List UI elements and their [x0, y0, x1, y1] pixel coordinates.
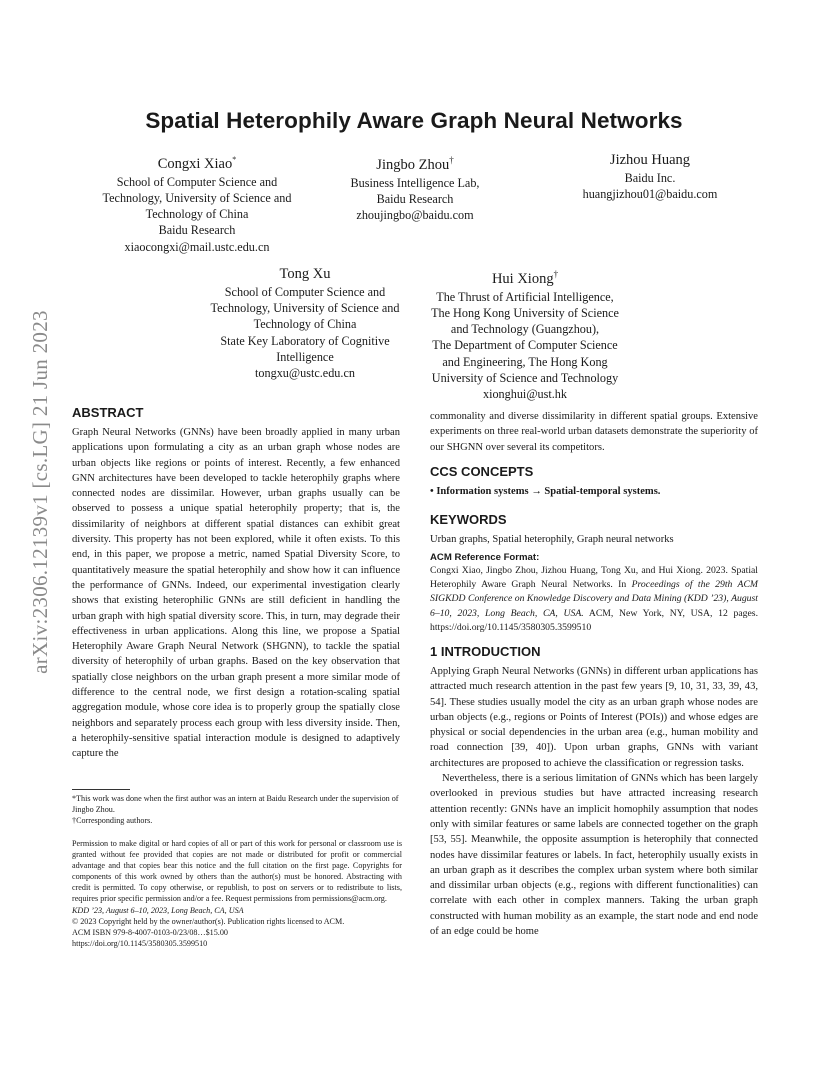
ccs-text: • Information systems → Spatial-temporal systems.: [430, 486, 661, 497]
author-block-5: [414, 264, 636, 402]
keywords-heading: KEYWORDS: [430, 512, 507, 527]
author-block-2: [320, 150, 510, 223]
author-affiliation: School of Computer Science and: [116, 174, 278, 189]
permission-text: Permission to make digital or hard copies of all or part of this work for personal or classroom use is granted without fee provided that copies are not made or distributed for profit or commercial advantage and that copies bear this notice and the full citation on the first page. Copyrights for components of this work owned by others than the author(s) must be honored. Abstracting with credit is permitted. To copy otherwise, or republish, to post on servers or to redistribute to lists, requires prior specific permission and/or a fee. Request permissions from permissions@acm.org.: [72, 839, 402, 904]
intro-paragraph-1: Applying Graph Neural Networks (GNNs) in different urban applications has attracted much research attention in the past few years [9, 10, 31, 33, 39, 43, 54]. These studies usually model the city as an urban graph whose nodes are urban objects (e.g., regions or Points of Interest (POIs)) and whose edges are physical or social dependencies in the urban area (e.g., human mobility and road connection [39, 40]). Upon urban graphs, GNNs with variant architectures are proposed to achieve the classification or regression tasks.: [430, 666, 758, 769]
author-affiliation: State Key Laboratory of Cognitive: [220, 333, 390, 348]
author-email: tongxu@ustc.edu.cn: [255, 366, 355, 381]
footnotes: [72, 793, 402, 826]
author-affiliation: Baidu Research: [158, 223, 236, 238]
author-affiliation: Technology of China: [145, 207, 249, 222]
keywords-text: Urban graphs, Spatial heterophily, Graph neural networks: [430, 534, 674, 545]
author-email: huangjizhou01@baidu.com: [582, 187, 718, 202]
author-affiliation: University of Science and Technology: [431, 370, 619, 385]
author-affiliation: and Engineering, The Hong Kong: [442, 354, 608, 369]
author-affiliation: Baidu Inc.: [624, 171, 676, 185]
author-affiliation: Technology, University of Science and: [102, 191, 292, 206]
abstract-heading: ABSTRACT: [72, 405, 144, 420]
doi-line: https://doi.org/10.1145/3580305.3599510: [72, 938, 208, 948]
author-email: xiaocongxi@mail.ustc.edu.cn: [124, 239, 270, 254]
author-email: xionghui@ust.hk: [482, 387, 567, 402]
paper-title: Spatial Heterophily Aware Graph Neural Networks: [145, 108, 683, 133]
copyright-line: © 2023 Copyright held by the owner/author(s). Publication rights licensed to ACM.: [72, 916, 345, 926]
footnote-1: *This work was done when the first author was an intern at Baidu Research under the supervision of Jingbo Zhou.: [72, 794, 399, 815]
abstract-body: [72, 425, 400, 762]
author-email: zhoujingbo@baidu.com: [356, 208, 474, 223]
author-affiliation: Intelligence: [276, 349, 334, 364]
conference-line: KDD ’23, August 6–10, 2023, Long Beach, CA, USA: [72, 905, 244, 915]
author-affiliation: The Hong Kong University of Science: [431, 306, 619, 321]
acm-reference-heading: ACM Reference Format:: [430, 552, 540, 563]
abstract-continuation: commonality and diverse dissimilarity in different spatial groups. Extensive experiments on three real-world urban datasets demonstrate the superiority of our SHGNN over several its competitors.: [430, 411, 758, 453]
author-block-1: [72, 150, 322, 255]
author-affiliation: The Thrust of Artificial Intelligence,: [436, 289, 614, 304]
author-name: Congxi Xiao*: [157, 155, 237, 172]
author-affiliation: The Department of Computer Science: [432, 338, 618, 353]
introduction-heading: 1 INTRODUCTION: [430, 644, 541, 659]
author-affiliation: and Technology (Guangzhou),: [450, 322, 600, 337]
footnote-rule: [72, 789, 130, 790]
author-name: Jingbo Zhou†: [376, 155, 454, 173]
isbn-line: ACM ISBN 979-8-4007-0103-0/23/08…$15.00: [72, 927, 228, 937]
footnote-2: †Corresponding authors.: [72, 816, 153, 826]
intro-paragraph-2: Nevertheless, there is a serious limitation of GNNs which has been largely overlooked in previous studies but have attracted increasing research attention recently: GNNs have an implicit homophily assumption that nodes only with similar features or same labels are connected together on the graph [53, 55]. Meanwhile, the opposite assumption is heterophily that connected nodes have dissimilar features or labels. In fact, heterophily usually exists in an urban graph as it describes the complex urban system where both similar and dissimilar urban objects (e.g., regions with different functionalities) can correlate with each other in complex manners. Taking the urban graph constructed with human mobility as an example, the start node and end node of an edge could be home: [430, 773, 758, 938]
author-name: Jizhou Huang: [609, 152, 691, 168]
author-affiliation: Business Intelligence Lab,: [350, 175, 480, 190]
author-affiliation: Technology of China: [253, 317, 357, 332]
author-affiliation: Baidu Research: [376, 192, 454, 207]
abstract-text: Graph Neural Networks (GNNs) have been broadly applied in many urban applications upon formulating a city as an urban graph whose nodes are urban objects like regions or points of interest. Recently, a few enhanced GNN architectures have been developed to tackle heterophily graphs where connected nodes are dissimilar. However, urban graphs usually can be observed to possess a unique spatial heterophily property; that is, the dissimilarity of neighbors at different spatial distances can exhibit great diversity. This property has not been explored, while it often exists. To this end, in this paper, we propose a metric, named Spatial Diversity Score, to quantitatively measure the spatial heterophily and show how it can influence the performance of GNNs. Indeed, our experimental investigation clearly shows that existing heterophilic GNNs are still deficient in handling the urban graph with high spatial diversity score. This, in turn, may degrade their effectiveness in urban applications. Along this line, we propose a Spatial Heterophily Aware Graph Neural Network (SHGNN), to tackle the spatial diversity of heterophily of urban graphs. Based on the key observation that spatially close neighbors on the urban graph present a more similar mode of difference to the central node, we first design a rotation-scaling spatial aggregation module, whose core idea is to properly group the spatially close neighbors and separately process each group with less diversity inside. Then, a heterophily-sensitive spatial interaction module is designed to adaptively capture the: [72, 427, 400, 760]
author-block-4: [198, 264, 412, 381]
author-name: Hui Xiong†: [491, 269, 559, 287]
introduction-body: [430, 664, 758, 939]
ccs-heading: CCS CONCEPTS: [430, 464, 534, 479]
author-name: Tong Xu: [279, 266, 331, 282]
author-affiliation: Technology, University of Science and: [210, 301, 400, 316]
arxiv-identifier: arXiv:2306.12139v1 [cs.LG] 21 Jun 2023: [28, 310, 52, 674]
permission-block: [72, 838, 402, 949]
acm-reference-text: Congxi Xiao, Jingbo Zhou, Jizhou Huang, Tong Xu, and Hui Xiong. 2023. Spatial Heterophily Aware Graph Neural Networks. In Proceedings of the 29th ACM SIGKDD Conference on Knowledge Discovery and Data Mining (KDD ’23), August 6–10, 2023, Long Beach, CA, USA. ACM, New York, NY, USA, 12 pages. https://doi.org/10.1145/3580305.3599510: [430, 565, 758, 633]
author-affiliation: School of Computer Science and: [224, 285, 386, 299]
author-block-3: [540, 150, 760, 202]
